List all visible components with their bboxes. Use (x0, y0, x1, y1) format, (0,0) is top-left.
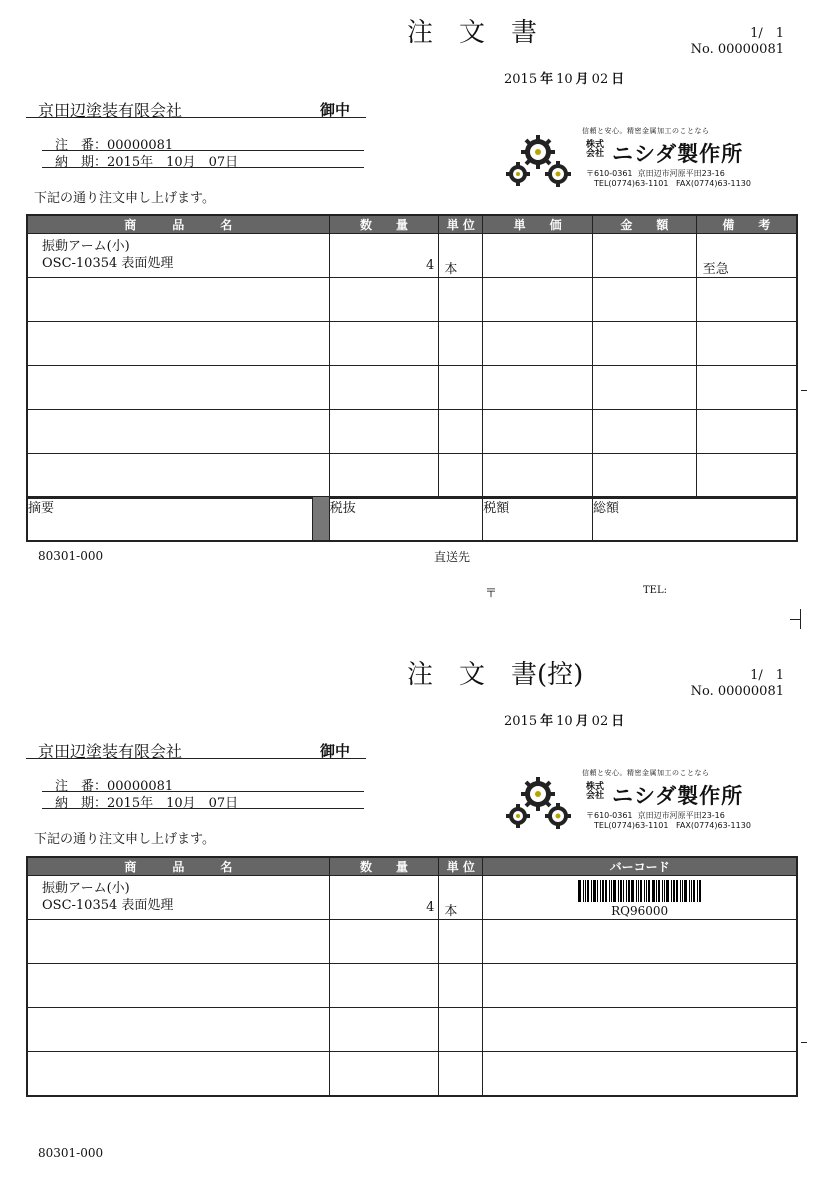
header-quantity: 数 量 (329, 215, 439, 234)
table-row (27, 278, 797, 322)
barcode-image (578, 880, 702, 902)
tel-label: TEL: (643, 585, 667, 596)
order-table (26, 214, 798, 499)
item-quantity: 4 (329, 876, 439, 920)
company-logo (506, 768, 776, 832)
logo-address: 〒610-0361 京田辺市河原平田23-16 (586, 811, 725, 820)
document-number: No. 00000081 (690, 42, 784, 57)
due-date-underline (42, 167, 364, 168)
table-row (27, 234, 797, 278)
table-row (27, 964, 797, 1008)
crop-mark (801, 1042, 807, 1043)
header-remarks: 備 考 (696, 215, 797, 234)
issue-date: 2015 年 10 月 02 日 (504, 714, 625, 729)
honorific: 御中 (320, 742, 351, 760)
summary-tekiyo: 摘要 (27, 497, 312, 542)
header-product: 商 品 名 (27, 215, 329, 234)
table-row (27, 920, 797, 964)
table-row (27, 454, 797, 499)
table-header (27, 857, 797, 876)
issue-date: 2015 年 10 月 02 日 (504, 72, 625, 87)
due-date: 納 期：2015年 10月 07日 (55, 155, 239, 170)
summary-divider (312, 497, 329, 542)
item-unit: 本 (439, 876, 483, 920)
lead-text: 下記の通り注文申し上げます。 (34, 832, 215, 847)
item-unit: 本 (439, 234, 483, 278)
header-amount: 金 額 (592, 215, 696, 234)
logo-address: 〒610-0361 京田辺市河原平田23-16 (586, 169, 725, 178)
document-number: No. 00000081 (690, 684, 784, 699)
header-product: 商 品 名 (27, 857, 329, 876)
customer-underline (26, 758, 366, 759)
logo-tagline: 信頼と安心。精密金属加工のことなら (582, 769, 710, 777)
summary-total: 総額 (593, 497, 798, 542)
document-title: 注 文 書(控) (407, 660, 584, 690)
item-product: 振動アーム(小) OSC-10354 表面処理 (27, 234, 329, 278)
customer-underline (26, 117, 366, 118)
order-number: 注 番：00000081 (55, 779, 174, 794)
header-unit: 単 位 (439, 215, 483, 234)
lead-text: 下記の通り注文申し上げます。 (34, 191, 215, 206)
customer-name: 京田辺塗装有限会社 (38, 101, 183, 120)
table-row (27, 322, 797, 366)
company-logo (506, 126, 776, 190)
logo-phone: TEL(0774)63-1101 FAX(0774)63-1130 (594, 821, 751, 830)
item-unit-price (483, 234, 593, 278)
logo-company-name: ニシダ製作所 (612, 784, 744, 808)
order-number: 注 番：00000081 (55, 138, 174, 153)
table-header (27, 215, 797, 234)
page-number: 1/ 1 (750, 26, 784, 41)
item-remarks: 至急 (696, 234, 797, 278)
ship-to-label: 直送先 (434, 550, 471, 564)
header-unit: 単 位 (439, 857, 483, 876)
logo-kabushiki: 株式 会社 (586, 782, 605, 801)
logo-tagline: 信頼と安心。精密金属加工のことなら (582, 127, 710, 135)
summary-table (26, 496, 798, 542)
crop-mark (801, 390, 807, 391)
summary-row (27, 497, 797, 542)
crop-mark (790, 619, 800, 620)
crop-mark (800, 609, 801, 629)
gears-icon (506, 132, 576, 188)
header-quantity: 数 量 (329, 857, 439, 876)
page-number: 1/ 1 (750, 668, 784, 683)
logo-kabushiki: 株式 会社 (586, 140, 605, 159)
barcode-text: RQ96000 (611, 904, 669, 918)
summary-tax: 税額 (483, 497, 593, 542)
gears-icon (506, 774, 576, 830)
table-row (27, 366, 797, 410)
document-title: 注 文 書 (407, 18, 538, 48)
item-product: 振動アーム(小) OSC-10354 表面処理 (27, 876, 329, 920)
logo-company-name: ニシダ製作所 (612, 142, 744, 166)
form-code: 80301-000 (38, 549, 104, 563)
header-barcode: バーコード (483, 857, 797, 876)
table-row (27, 1008, 797, 1052)
logo-phone: TEL(0774)63-1101 FAX(0774)63-1130 (594, 179, 751, 188)
postal-mark: 〒 (485, 586, 498, 600)
table-row (27, 876, 797, 920)
due-date-underline (42, 808, 364, 809)
form-code: 80301-000 (38, 1146, 104, 1160)
honorific: 御中 (320, 101, 351, 119)
item-quantity: 4 (329, 234, 439, 278)
customer-name: 京田辺塗装有限会社 (38, 742, 183, 761)
summary-pretax: 税抜 (329, 497, 483, 542)
item-barcode (483, 876, 797, 920)
due-date: 納 期：2015年 10月 07日 (55, 796, 239, 811)
order-table (26, 856, 798, 1097)
table-row (27, 1052, 797, 1097)
table-row (27, 410, 797, 454)
header-unit-price: 単 価 (483, 215, 593, 234)
item-amount (592, 234, 696, 278)
